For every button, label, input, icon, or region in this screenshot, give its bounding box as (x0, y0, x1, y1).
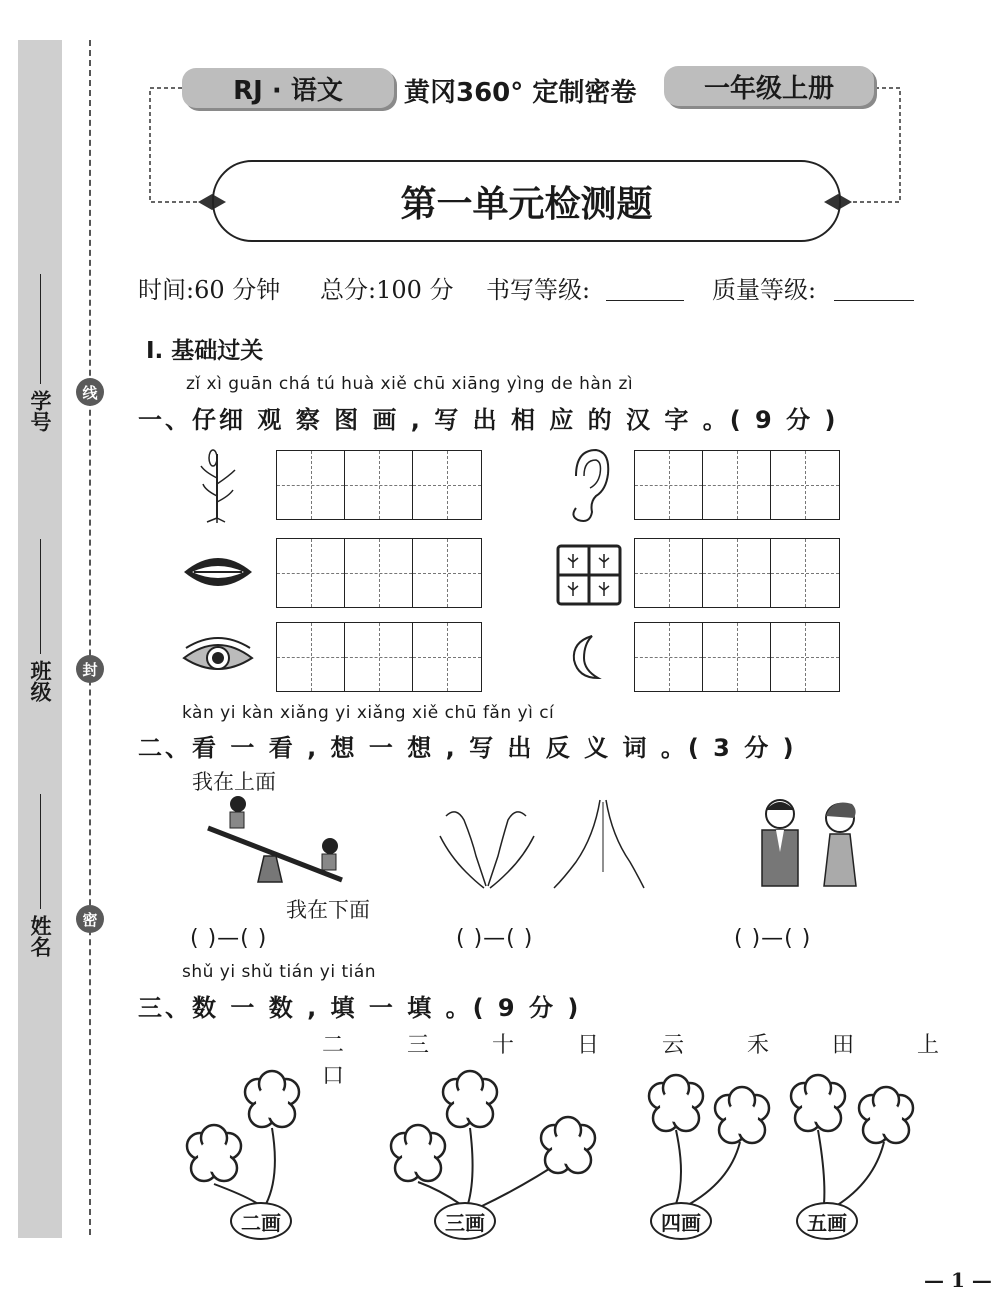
q1-pinyin: zǐ xì guān chá tú huà xiě chū xiāng yìng de hàn zì (186, 374, 634, 394)
name-line (40, 794, 41, 909)
grid-cell[interactable] (703, 623, 771, 691)
class-label: 班级 (28, 660, 52, 702)
grid-cell[interactable] (345, 539, 413, 607)
field-icon (556, 544, 622, 606)
grid-cell[interactable] (635, 623, 703, 691)
subject-pill: RJ · 语文 (182, 68, 394, 108)
q2-answer-pair-1[interactable]: ( )—( ) (190, 926, 268, 951)
handwriting-blank[interactable] (606, 276, 684, 301)
stroke-group-five[interactable]: 五画 (796, 1202, 858, 1240)
info-total: 总分:100 分 (320, 276, 454, 304)
q3-heading: 三、数 一 数 , 填 一 填 。( 9 分 ) (138, 994, 582, 1022)
student-id-label: 学号 (28, 390, 52, 432)
series-name: 黄冈360° 定制密卷 (404, 78, 637, 108)
boy-girl-icon (742, 794, 868, 890)
moon-icon (568, 632, 608, 682)
q2-answer-pair-3[interactable]: ( )—( ) (734, 926, 812, 951)
q1-grid-eye[interactable] (276, 622, 482, 692)
seal-line-mark: 线 (76, 378, 104, 406)
page-number: — 1 — (924, 1268, 992, 1292)
q1-grid-mouth[interactable] (276, 538, 482, 608)
ear-icon (566, 446, 612, 526)
stroke-group-four[interactable]: 四画 (650, 1202, 712, 1240)
seal-seal-mark: 封 (76, 655, 104, 683)
caption-on-top: 我在上面 (192, 770, 276, 794)
q1-grid-wheat[interactable] (276, 450, 482, 520)
caption-below: 我在下面 (286, 898, 370, 922)
q1-grid-moon[interactable] (634, 622, 840, 692)
grid-cell[interactable] (277, 623, 345, 691)
hands-icon (436, 796, 646, 890)
q2-answer-pair-2[interactable]: ( )—( ) (456, 926, 534, 951)
section-heading: Ⅰ. 基础过关 (146, 338, 264, 364)
grid-cell[interactable] (771, 451, 839, 519)
wheat-plant-icon (195, 446, 241, 524)
q1-grid-field[interactable] (634, 538, 840, 608)
q3-character-bank: 二 三 十 日 云 禾 田 上 口 (322, 1033, 967, 1089)
q3-pinyin: shǔ yi shǔ tián yi tián (182, 962, 377, 982)
grid-cell[interactable] (703, 539, 771, 607)
grid-cell[interactable] (703, 451, 771, 519)
q1-grid-ear[interactable] (634, 450, 840, 520)
seesaw-icon (202, 794, 352, 890)
stroke-group-three[interactable]: 三画 (434, 1202, 496, 1240)
mouth-icon (182, 548, 254, 598)
grid-cell[interactable] (413, 539, 481, 607)
student-id-field[interactable] (24, 270, 56, 437)
page-title: 第一单元检测题 (212, 160, 841, 242)
grid-cell[interactable] (771, 623, 839, 691)
stroke-group-two[interactable]: 二画 (230, 1202, 292, 1240)
grid-cell[interactable] (345, 623, 413, 691)
grid-cell[interactable] (277, 451, 345, 519)
q2-pinyin: kàn yi kàn xiǎng yi xiǎng xiě chū fǎn yì cí (182, 703, 555, 723)
name-label: 姓名 (28, 915, 52, 957)
grid-cell[interactable] (635, 539, 703, 607)
quality-blank[interactable] (834, 276, 914, 301)
seal-secret-mark: 密 (76, 905, 104, 933)
q1-heading: 一、仔细 观 察 图 画 , 写 出 相 应 的 汉 字 。( 9 分 ) (138, 406, 839, 434)
eye-icon (180, 636, 256, 680)
cut-line (89, 40, 91, 1235)
grid-cell[interactable] (277, 539, 345, 607)
name-field[interactable] (24, 790, 56, 962)
student-id-line (40, 274, 41, 384)
info-quality-label: 质量等级: (712, 276, 817, 304)
grid-cell[interactable] (413, 623, 481, 691)
q2-heading: 二、看 一 看 , 想 一 想 , 写 出 反 义 词 。( 3 分 ) (138, 734, 797, 762)
info-time: 时间:60 分钟 (138, 276, 281, 304)
grade-pill: 一年级上册 (664, 66, 874, 106)
class-field[interactable] (24, 535, 56, 707)
grid-cell[interactable] (345, 451, 413, 519)
grid-cell[interactable] (413, 451, 481, 519)
info-handwriting-label: 书写等级: (486, 276, 591, 304)
grid-cell[interactable] (635, 451, 703, 519)
class-line (40, 539, 41, 654)
grid-cell[interactable] (771, 539, 839, 607)
